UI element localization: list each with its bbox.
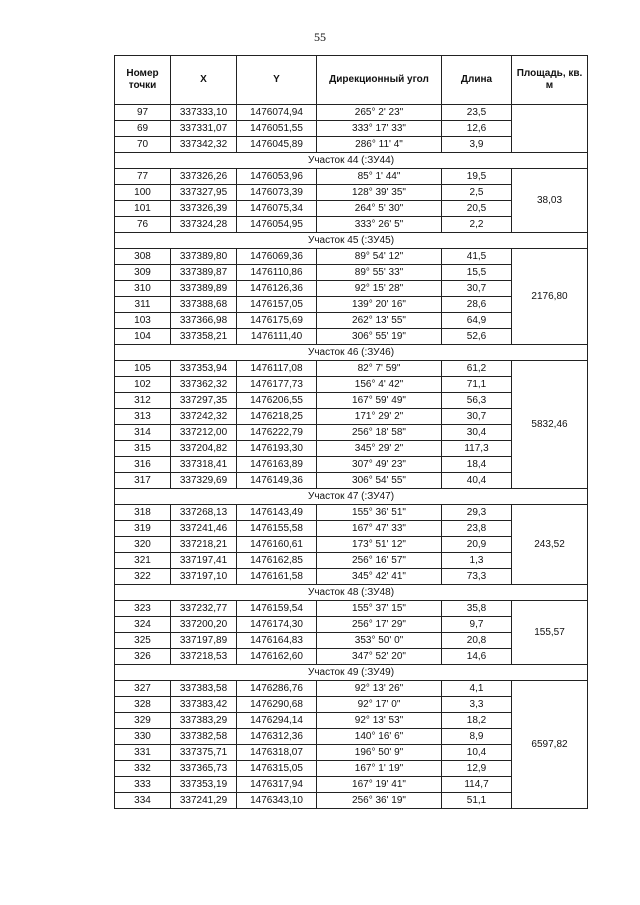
cell-x-coord: 337327,95 (171, 185, 237, 201)
cell-y-coord: 1476045,89 (237, 137, 317, 153)
cell-point-number: 70 (115, 137, 171, 153)
cell-direction-angle: 256° 36' 19" (317, 793, 442, 809)
cell-point-number: 330 (115, 729, 171, 745)
cell-direction-angle: 89° 54' 12" (317, 249, 442, 265)
cell-y-coord: 1476163,89 (237, 457, 317, 473)
cell-direction-angle: 307° 49' 23" (317, 457, 442, 473)
cell-point-number: 102 (115, 377, 171, 393)
cell-y-coord: 1476206,55 (237, 393, 317, 409)
cell-area: 6597,82 (512, 681, 588, 809)
cell-x-coord: 337329,69 (171, 473, 237, 489)
cell-point-number: 320 (115, 537, 171, 553)
cell-length: 40,4 (442, 473, 512, 489)
cell-y-coord: 1476160,61 (237, 537, 317, 553)
header-x: X (171, 56, 237, 105)
cell-y-coord: 1476164,83 (237, 633, 317, 649)
cell-length: 71,1 (442, 377, 512, 393)
cell-length: 10,4 (442, 745, 512, 761)
cell-length: 117,3 (442, 441, 512, 457)
section-header-row (115, 585, 588, 601)
cell-x-coord: 337326,26 (171, 169, 237, 185)
cell-point-number: 325 (115, 633, 171, 649)
cell-direction-angle: 265° 2' 23" (317, 105, 442, 121)
table-body (115, 105, 588, 809)
cell-y-coord: 1476157,05 (237, 297, 317, 313)
section-title: Участок 45 (:ЗУ45) (115, 233, 588, 249)
section-title: Участок 48 (:ЗУ48) (115, 585, 588, 601)
cell-x-coord: 337342,32 (171, 137, 237, 153)
cell-length: 30,4 (442, 425, 512, 441)
cell-point-number: 77 (115, 169, 171, 185)
cell-area: 155,57 (512, 601, 588, 665)
cell-length: 64,9 (442, 313, 512, 329)
cell-length: 20,9 (442, 537, 512, 553)
cell-length: 18,2 (442, 713, 512, 729)
cell-point-number: 315 (115, 441, 171, 457)
cell-y-coord: 1476075,34 (237, 201, 317, 217)
cell-y-coord: 1476318,07 (237, 745, 317, 761)
cell-point-number: 104 (115, 329, 171, 345)
cell-direction-angle: 156° 4' 42" (317, 377, 442, 393)
cell-point-number: 323 (115, 601, 171, 617)
cell-x-coord: 337383,29 (171, 713, 237, 729)
cell-direction-angle: 353° 50' 0" (317, 633, 442, 649)
cell-y-coord: 1476149,36 (237, 473, 317, 489)
cell-y-coord: 1476218,25 (237, 409, 317, 425)
coordinates-table (114, 55, 588, 809)
table-row (115, 681, 588, 697)
cell-length: 19,5 (442, 169, 512, 185)
cell-length: 1,3 (442, 553, 512, 569)
cell-length: 18,4 (442, 457, 512, 473)
cell-x-coord: 337232,77 (171, 601, 237, 617)
cell-point-number: 105 (115, 361, 171, 377)
cell-direction-angle: 256° 16' 57" (317, 553, 442, 569)
cell-direction-angle: 92° 17' 0" (317, 697, 442, 713)
cell-y-coord: 1476117,08 (237, 361, 317, 377)
cell-y-coord: 1476174,30 (237, 617, 317, 633)
table-row (115, 361, 588, 377)
cell-y-coord: 1476074,94 (237, 105, 317, 121)
cell-x-coord: 337382,58 (171, 729, 237, 745)
cell-point-number: 97 (115, 105, 171, 121)
cell-point-number: 76 (115, 217, 171, 233)
cell-direction-angle: 92° 13' 53" (317, 713, 442, 729)
cell-direction-angle: 347° 52' 20" (317, 649, 442, 665)
cell-direction-angle: 196° 50' 9" (317, 745, 442, 761)
section-title: Участок 46 (:ЗУ46) (115, 345, 588, 361)
cell-length: 15,5 (442, 265, 512, 281)
cell-point-number: 313 (115, 409, 171, 425)
cell-length: 30,7 (442, 409, 512, 425)
cell-point-number: 333 (115, 777, 171, 793)
cell-direction-angle: 173° 51' 12" (317, 537, 442, 553)
cell-length: 56,3 (442, 393, 512, 409)
cell-point-number: 328 (115, 697, 171, 713)
cell-y-coord: 1476317,94 (237, 777, 317, 793)
cell-point-number: 334 (115, 793, 171, 809)
cell-length: 23,8 (442, 521, 512, 537)
cell-y-coord: 1476222,79 (237, 425, 317, 441)
cell-y-coord: 1476343,10 (237, 793, 317, 809)
cell-y-coord: 1476193,30 (237, 441, 317, 457)
cell-length: 51,1 (442, 793, 512, 809)
cell-y-coord: 1476290,68 (237, 697, 317, 713)
cell-point-number: 327 (115, 681, 171, 697)
cell-area: 243,52 (512, 505, 588, 585)
section-title: Участок 49 (:ЗУ49) (115, 665, 588, 681)
cell-direction-angle: 85° 1' 44" (317, 169, 442, 185)
cell-point-number: 312 (115, 393, 171, 409)
cell-direction-angle: 171° 29' 2" (317, 409, 442, 425)
cell-length: 23,5 (442, 105, 512, 121)
table-row (115, 249, 588, 265)
section-header-row (115, 153, 588, 169)
cell-point-number: 318 (115, 505, 171, 521)
section-title: Участок 44 (:ЗУ44) (115, 153, 588, 169)
cell-direction-angle: 167° 59' 49" (317, 393, 442, 409)
cell-point-number: 322 (115, 569, 171, 585)
cell-length: 73,3 (442, 569, 512, 585)
cell-direction-angle: 155° 37' 15" (317, 601, 442, 617)
cell-y-coord: 1476312,36 (237, 729, 317, 745)
cell-x-coord: 337389,89 (171, 281, 237, 297)
cell-x-coord: 337333,10 (171, 105, 237, 121)
cell-point-number: 100 (115, 185, 171, 201)
table-row (115, 505, 588, 521)
cell-point-number: 329 (115, 713, 171, 729)
cell-y-coord: 1476175,69 (237, 313, 317, 329)
cell-point-number: 311 (115, 297, 171, 313)
cell-area: 5832,46 (512, 361, 588, 489)
cell-direction-angle: 82° 7' 59" (317, 361, 442, 377)
cell-y-coord: 1476073,39 (237, 185, 317, 201)
cell-point-number: 321 (115, 553, 171, 569)
cell-direction-angle: 333° 26' 5" (317, 217, 442, 233)
cell-length: 3,9 (442, 137, 512, 153)
cell-point-number: 308 (115, 249, 171, 265)
cell-point-number: 103 (115, 313, 171, 329)
cell-x-coord: 337375,71 (171, 745, 237, 761)
header-point-number: Номер точки (115, 56, 171, 105)
cell-direction-angle: 345° 42' 41" (317, 569, 442, 585)
cell-point-number: 69 (115, 121, 171, 137)
cell-x-coord: 337204,82 (171, 441, 237, 457)
cell-y-coord: 1476162,85 (237, 553, 317, 569)
cell-x-coord: 337365,73 (171, 761, 237, 777)
cell-area (512, 105, 588, 153)
cell-y-coord: 1476053,96 (237, 169, 317, 185)
cell-y-coord: 1476110,86 (237, 265, 317, 281)
cell-y-coord: 1476294,14 (237, 713, 317, 729)
cell-x-coord: 337389,80 (171, 249, 237, 265)
section-header-row (115, 345, 588, 361)
cell-length: 2,2 (442, 217, 512, 233)
cell-direction-angle: 262° 13' 55" (317, 313, 442, 329)
cell-point-number: 317 (115, 473, 171, 489)
cell-point-number: 316 (115, 457, 171, 473)
cell-x-coord: 337353,19 (171, 777, 237, 793)
cell-direction-angle: 167° 19' 41" (317, 777, 442, 793)
cell-direction-angle: 306° 54' 55" (317, 473, 442, 489)
page-number: 55 (314, 30, 326, 44)
cell-length: 8,9 (442, 729, 512, 745)
cell-x-coord: 337241,46 (171, 521, 237, 537)
cell-length: 9,7 (442, 617, 512, 633)
cell-y-coord: 1476051,55 (237, 121, 317, 137)
cell-length: 12,9 (442, 761, 512, 777)
cell-point-number: 314 (115, 425, 171, 441)
cell-direction-angle: 139° 20' 16" (317, 297, 442, 313)
cell-x-coord: 337197,89 (171, 633, 237, 649)
cell-direction-angle: 306° 55' 19" (317, 329, 442, 345)
cell-direction-angle: 92° 13' 26" (317, 681, 442, 697)
header-length: Длина (442, 56, 512, 105)
cell-x-coord: 337366,98 (171, 313, 237, 329)
cell-direction-angle: 92° 15' 28" (317, 281, 442, 297)
cell-y-coord: 1476069,36 (237, 249, 317, 265)
section-header-row (115, 489, 588, 505)
cell-length: 20,8 (442, 633, 512, 649)
cell-x-coord: 337318,41 (171, 457, 237, 473)
cell-point-number: 332 (115, 761, 171, 777)
cell-x-coord: 337388,68 (171, 297, 237, 313)
cell-x-coord: 337218,53 (171, 649, 237, 665)
cell-x-coord: 337242,32 (171, 409, 237, 425)
cell-x-coord: 337383,58 (171, 681, 237, 697)
cell-area: 38,03 (512, 169, 588, 233)
cell-length: 28,6 (442, 297, 512, 313)
cell-y-coord: 1476054,95 (237, 217, 317, 233)
cell-length: 3,3 (442, 697, 512, 713)
cell-direction-angle: 167° 47' 33" (317, 521, 442, 537)
cell-length: 20,5 (442, 201, 512, 217)
cell-x-coord: 337197,10 (171, 569, 237, 585)
cell-x-coord: 337268,13 (171, 505, 237, 521)
cell-point-number: 101 (115, 201, 171, 217)
cell-y-coord: 1476177,73 (237, 377, 317, 393)
table-row (115, 601, 588, 617)
cell-point-number: 331 (115, 745, 171, 761)
cell-length: 12,6 (442, 121, 512, 137)
cell-y-coord: 1476162,60 (237, 649, 317, 665)
cell-x-coord: 337297,35 (171, 393, 237, 409)
cell-direction-angle: 256° 17' 29" (317, 617, 442, 633)
table-row (115, 169, 588, 185)
section-header-row (115, 233, 588, 249)
cell-length: 30,7 (442, 281, 512, 297)
cell-point-number: 310 (115, 281, 171, 297)
cell-length: 14,6 (442, 649, 512, 665)
cell-y-coord: 1476143,49 (237, 505, 317, 521)
cell-direction-angle: 286° 11' 4" (317, 137, 442, 153)
cell-direction-angle: 345° 29' 2" (317, 441, 442, 457)
cell-direction-angle: 333° 17' 33" (317, 121, 442, 137)
table-header-row (115, 56, 588, 105)
cell-y-coord: 1476315,05 (237, 761, 317, 777)
cell-x-coord: 337241,29 (171, 793, 237, 809)
cell-direction-angle: 140° 16' 6" (317, 729, 442, 745)
cell-x-coord: 337200,20 (171, 617, 237, 633)
cell-y-coord: 1476111,40 (237, 329, 317, 345)
cell-y-coord: 1476126,36 (237, 281, 317, 297)
cell-x-coord: 337331,07 (171, 121, 237, 137)
cell-x-coord: 337197,41 (171, 553, 237, 569)
cell-direction-angle: 167° 1' 19" (317, 761, 442, 777)
cell-x-coord: 337212,00 (171, 425, 237, 441)
table-row (115, 105, 588, 121)
cell-x-coord: 337218,21 (171, 537, 237, 553)
cell-length: 29,3 (442, 505, 512, 521)
section-header-row (115, 665, 588, 681)
cell-direction-angle: 264° 5' 30" (317, 201, 442, 217)
cell-x-coord: 337324,28 (171, 217, 237, 233)
cell-length: 2,5 (442, 185, 512, 201)
cell-length: 52,6 (442, 329, 512, 345)
cell-area: 2176,80 (512, 249, 588, 345)
cell-y-coord: 1476161,58 (237, 569, 317, 585)
cell-length: 61,2 (442, 361, 512, 377)
section-title: Участок 47 (:ЗУ47) (115, 489, 588, 505)
cell-direction-angle: 128° 39' 35" (317, 185, 442, 201)
header-direction-angle: Дирекционный угол (317, 56, 442, 105)
cell-x-coord: 337358,21 (171, 329, 237, 345)
cell-length: 35,8 (442, 601, 512, 617)
cell-length: 4,1 (442, 681, 512, 697)
header-y: Y (237, 56, 317, 105)
cell-point-number: 319 (115, 521, 171, 537)
cell-x-coord: 337353,94 (171, 361, 237, 377)
cell-length: 41,5 (442, 249, 512, 265)
cell-point-number: 326 (115, 649, 171, 665)
cell-x-coord: 337383,42 (171, 697, 237, 713)
cell-point-number: 309 (115, 265, 171, 281)
cell-point-number: 324 (115, 617, 171, 633)
cell-y-coord: 1476155,58 (237, 521, 317, 537)
cell-direction-angle: 256° 18' 58" (317, 425, 442, 441)
cell-direction-angle: 155° 36' 51" (317, 505, 442, 521)
cell-length: 114,7 (442, 777, 512, 793)
cell-x-coord: 337362,32 (171, 377, 237, 393)
cell-direction-angle: 89° 55' 33" (317, 265, 442, 281)
cell-x-coord: 337326,39 (171, 201, 237, 217)
header-area: Площадь, кв. м (512, 56, 588, 105)
cell-y-coord: 1476286,76 (237, 681, 317, 697)
cell-y-coord: 1476159,54 (237, 601, 317, 617)
cell-x-coord: 337389,87 (171, 265, 237, 281)
